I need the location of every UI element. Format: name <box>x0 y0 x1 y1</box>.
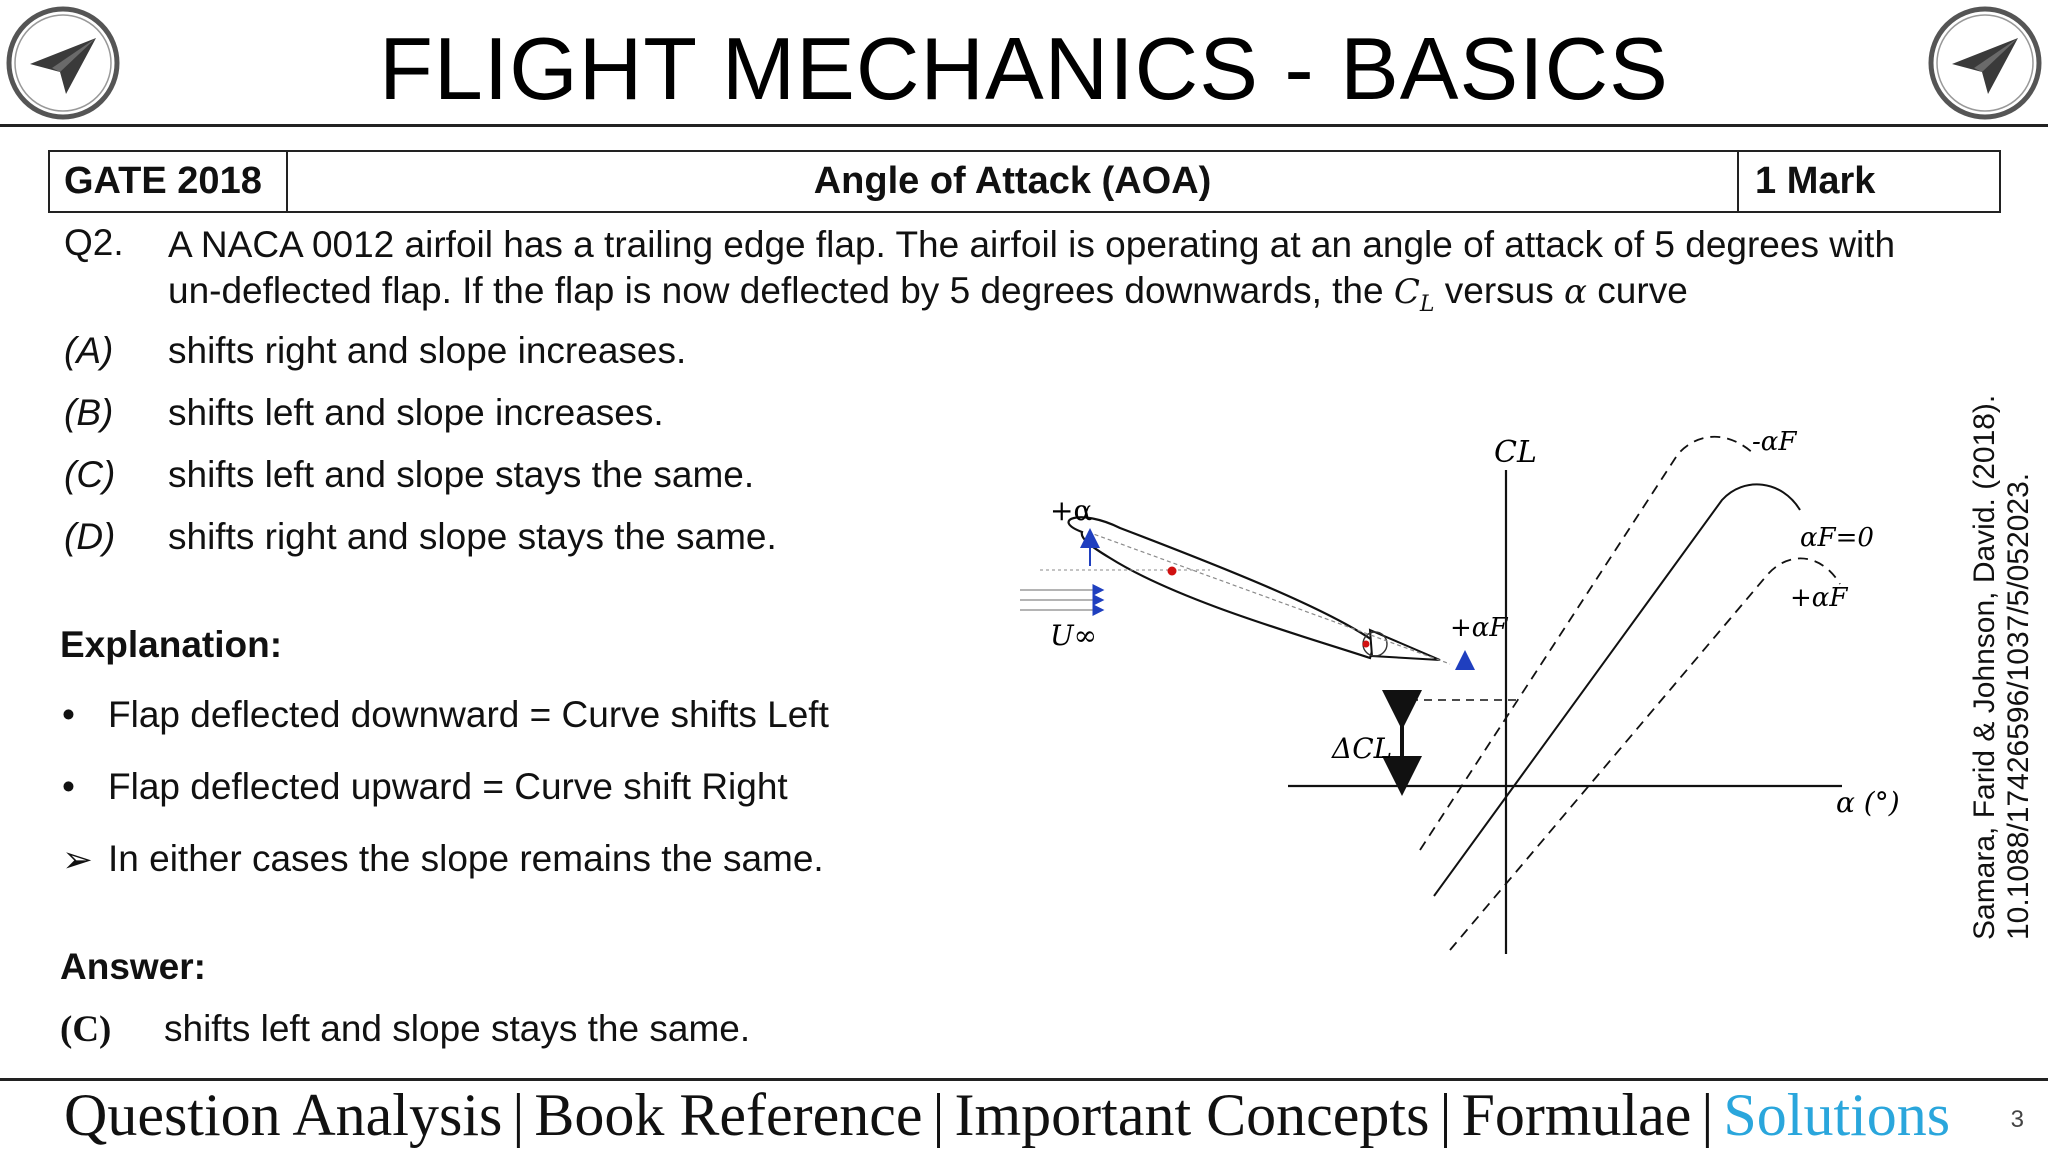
option-letter: (C) <box>64 454 116 495</box>
question-text <box>168 222 1998 328</box>
citation-line-1: Samara, Farid & Johnson, David. (2018). <box>1968 394 2001 940</box>
question-line-2-end: curve <box>1587 270 1688 311</box>
bullet-text: Flap deflected downward = Curve shifts Left <box>108 694 829 735</box>
explanation-heading: Explanation: <box>60 624 283 665</box>
answer-text: shifts left and slope stays the same. <box>164 1008 751 1049</box>
plus-alpha-label: +α <box>1050 494 1093 527</box>
option-text: shifts left and slope stays the same. <box>168 454 755 495</box>
option-text: shifts right and slope stays the same. <box>168 516 777 557</box>
option-letter: (B) <box>64 392 114 433</box>
plus-alpha-f-label: +αF <box>1790 583 1848 613</box>
nav-formulae[interactable]: Formulae <box>1461 1082 1692 1148</box>
cl-symbol: $C_L$ <box>1393 272 1435 317</box>
arrow-bullet-icon: ➢ <box>62 839 94 880</box>
question-line-1: A NACA 0012 airfoil has a trailing edge flap. The airfoil is operating at an angle of attack of 5 degrees with <box>168 224 1896 265</box>
page-title: FLIGHT MECHANICS - BASICS <box>379 19 1669 118</box>
marks-cell: 1 Mark <box>1755 160 1876 202</box>
question-number: Q2. <box>64 222 124 263</box>
answer-heading: Answer: <box>60 946 206 987</box>
citation-line-2: 10.1088/17426596/1037/5/052023. <box>2002 472 2035 940</box>
option-letter: (D) <box>64 516 116 557</box>
freestream-label: U∞ <box>1050 619 1097 652</box>
flap-hinge-dot <box>1363 641 1370 648</box>
topic-cell: Angle of Attack (AOA) <box>288 152 1739 211</box>
nav-important-concepts[interactable]: Important Concepts <box>954 1082 1430 1148</box>
bullet-mark: • <box>62 766 75 807</box>
cl-axis-label: CL <box>1494 435 1537 470</box>
nav-book-reference[interactable]: Book Reference <box>534 1082 923 1148</box>
answer-letter: (C) <box>60 1009 112 1050</box>
question-info-table <box>48 150 2001 213</box>
flap-deflection-label: +αF <box>1450 613 1508 643</box>
nav-question-analysis[interactable]: Question Analysis <box>64 1082 503 1148</box>
question-line-2 <box>168 268 1998 328</box>
nav-separator: | <box>1439 1082 1452 1148</box>
flap-cl-alpha-diagram <box>1010 420 1930 960</box>
footer-nav <box>64 1080 1950 1150</box>
minus-alpha-f-label: -αF <box>1752 427 1797 457</box>
figure-citation <box>1968 395 2036 940</box>
delta-cl-label: ΔCL <box>1332 732 1393 765</box>
option-text: shifts right and slope increases. <box>168 330 687 371</box>
bullet-mark: • <box>62 694 75 735</box>
option-text: shifts left and slope increases. <box>168 392 664 433</box>
question-line-2-mid: versus <box>1434 270 1565 311</box>
option-letter: (A) <box>64 330 114 371</box>
question-line-2-start: un-deflected flap. If the flap is now deflected by 5 degrees downwards, the <box>168 270 1394 311</box>
nav-separator: | <box>512 1082 525 1148</box>
nav-separator: | <box>932 1082 945 1148</box>
alpha-symbol: α <box>1564 272 1588 312</box>
center-of-pressure-dot <box>1168 567 1177 576</box>
page-number: 3 <box>2010 1106 2024 1133</box>
bullet-text: In either cases the slope remains the same. <box>108 838 824 879</box>
alpha-axis-label: α (°) <box>1836 786 1900 819</box>
bullet-text: Flap deflected upward = Curve shift Right <box>108 766 788 807</box>
exam-cell: GATE 2018 <box>50 152 288 211</box>
alpha-f-zero-label: αF=0 <box>1800 523 1874 553</box>
nav-solutions[interactable]: Solutions <box>1723 1082 1951 1148</box>
curve-plus-alpha-f <box>1450 558 1840 950</box>
title-divider <box>0 124 2048 127</box>
nav-separator: | <box>1701 1082 1714 1148</box>
